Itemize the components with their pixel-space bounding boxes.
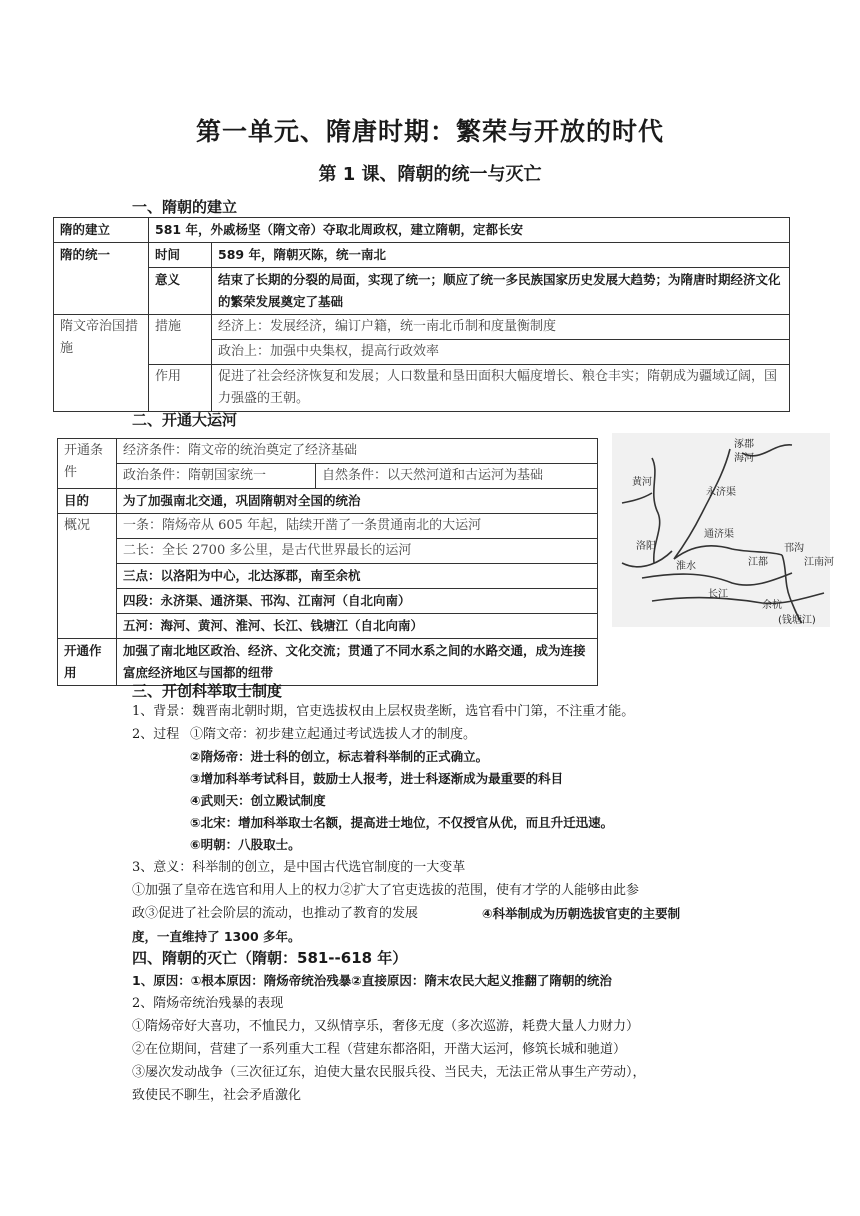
river-line [622,493,652,503]
significance-line: ①加强了皇帝在选官和用人上的权力②扩大了官吏选拔的范围，使有才学的人能够由此参 [132,883,640,898]
tyranny-heading: 2、隋炀帝统治残暴的表现 [132,996,284,1011]
cell-content: 三点：以洛阳为中心，北达涿郡，南至余杭 [117,564,598,589]
cell-content: 581 年，外戚杨坚（隋文帝）夺取北周政权，建立隋朝，定都长安 [149,218,790,243]
significance-line: 政③促进了社会阶层的流动，也推动了教育的发展 [132,906,419,921]
map-label-haihe: 海河 [734,453,754,464]
map-label-luoyang: 洛阳 [636,541,656,552]
cell-sublabel: 时间 [149,243,212,268]
process-label: 2、过程 [132,727,180,742]
tyranny-item: ②在位期间，营建了一系列重大工程（营建东都洛阳，开凿大运河，修筑长城和驰道） [132,1042,627,1057]
process-item: ⑥明朝：八股取士。 [190,837,301,852]
significance-text: 3、意义：科举制的创立，是中国古代选官制度的一大变革 [132,860,466,875]
map-label-yuhang: 余杭 [762,600,782,611]
cell-content: 经济上：发展经济，编订户籍，统一南北币制和度量衡制度 [212,315,790,340]
cell-label: 概况 [58,514,117,639]
canal-map-drawing [612,433,834,627]
lesson-title: 第 1 课、隋朝的统一与灭亡 [318,164,542,185]
grand-canal-map [612,433,834,627]
cell-content: 四段：永济渠、通济渠、邗沟、江南河（自北向南） [117,589,598,614]
cell-label: 开通作用 [58,639,117,686]
significance-line: 度，一直维持了 1300 多年。 [132,929,301,944]
process-item: ①隋文帝：初步建立起通过考试选拔人才的制度。 [190,727,477,742]
process-item: ⑤北宋：增加科举取士名额，提高进士地位，不仅授官从优，而且升迁迅速。 [190,815,614,830]
map-label-tongjiqu: 通济渠 [704,529,734,540]
fall-causes: 1、原因：①根本原因：隋炀帝统治残暴②直接原因：隋末农民大起义推翻了隋朝的统治 [132,973,612,988]
map-label-huanghe: 黄河 [632,477,652,488]
map-label-zhuojun: 涿郡 [734,439,754,450]
map-label-jiangdu: 江都 [748,557,768,568]
yangtze-river-line [652,593,824,603]
yongji-canal-line [674,449,730,559]
map-label-hangou: 邗沟 [784,543,804,554]
page-title: 第一单元、隋唐时期：繁荣与开放的时代 [195,117,664,146]
cell-label: 隋文帝治国措施 [54,315,149,412]
cell-label: 隋的建立 [54,218,149,243]
tyranny-item: 致使民不聊生，社会矛盾激化 [132,1088,302,1103]
significance-line: ④科举制成为历朝选拔官吏的主要制 [482,906,681,921]
background-text: 1、背景：魏晋南北朝时期，官吏选拔权由上层权贵垄断，选官看中门第，不注重才能。 [132,704,635,719]
section-1-heading: 一、隋朝的建立 [132,198,238,216]
cell-content: 一条：隋炀帝从 605 年起，陆续开凿了一条贯通南北的大运河 [117,514,598,539]
cell-content: 五河：海河、黄河、淮河、长江、钱塘江（自北向南） [117,614,598,639]
map-label-yongjiqu: 永济渠 [706,487,736,498]
river-line [622,551,672,567]
tyranny-item: ③屡次发动战争（三次征辽东，迫使大量农民服兵役、当民夫，无法正常从事生产劳动）， [132,1065,646,1080]
section-4-heading: 四、隋朝的灭亡（隋朝：581--618 年） [132,949,408,967]
cell-sublabel: 措施 [149,315,212,365]
cell-content: 政治上：加强中央集权，提高行政效率 [212,340,790,365]
map-label-jiangnanhe: 江南河 [804,557,834,568]
founding-table [53,217,790,412]
section-3-heading: 三、开创科举取士制度 [132,682,283,700]
cell-content: 589 年，隋朝灭陈，统一南北 [212,243,790,268]
map-label-changjiang: 长江 [708,589,728,600]
process-item: ④武则天：创立殿试制度 [190,793,326,808]
tyranny-item: ①隋炀帝好大喜功，不恤民力，又纵情享乐，奢侈无度（多次巡游，耗费大量人力财力） [132,1019,640,1034]
cell-content: 经济条件：隋文帝的统治奠定了经济基础 [117,439,598,464]
cell-content: 自然条件：以天然河道和古运河为基础 [316,464,598,489]
cell-sublabel: 意义 [149,268,212,315]
cell-label: 目的 [58,489,117,514]
huai-river-line [642,573,792,585]
canal-table [57,438,598,686]
process-item: ③增加科举考试科目，鼓励士人报考，进士科逐渐成为最重要的科目 [190,771,564,786]
map-label-qiantang: (钱塘江) [778,615,816,626]
cell-label: 开通条件 [58,439,117,489]
jiangnan-canal-line [782,555,802,623]
section-2-heading: 二、开通大运河 [132,411,238,429]
cell-label: 隋的统一 [54,243,149,315]
cell-content: 加强了南北地区政治、经济、文化交流；贯通了不同水系之间的水路交通，成为连接富庶经济地区与国都的纽带 [117,639,598,686]
process-item: ②隋炀帝：进士科的创立，标志着科举制的正式确立。 [190,749,489,764]
cell-content: 结束了长期的分裂的局面，实现了统一；顺应了统一多民族国家历史发展大趋势；为隋唐时期经济文化的繁荣发展奠定了基础 [212,268,790,315]
cell-content: 二长：全长 2700 多公里，是古代世界最长的运河 [117,539,598,564]
cell-content: 为了加强南北交通，巩固隋朝对全国的统治 [117,489,598,514]
cell-content: 政治条件：隋朝国家统一 [117,464,316,489]
map-label-huaishui: 淮水 [676,561,696,572]
cell-sublabel: 作用 [149,365,212,412]
cell-content: 促进了社会经济恢复和发展；人口数量和垦田面积大幅度增长、粮仓丰实；隋朝成为疆域辽阔，国力强盛的王朝。 [212,365,790,412]
